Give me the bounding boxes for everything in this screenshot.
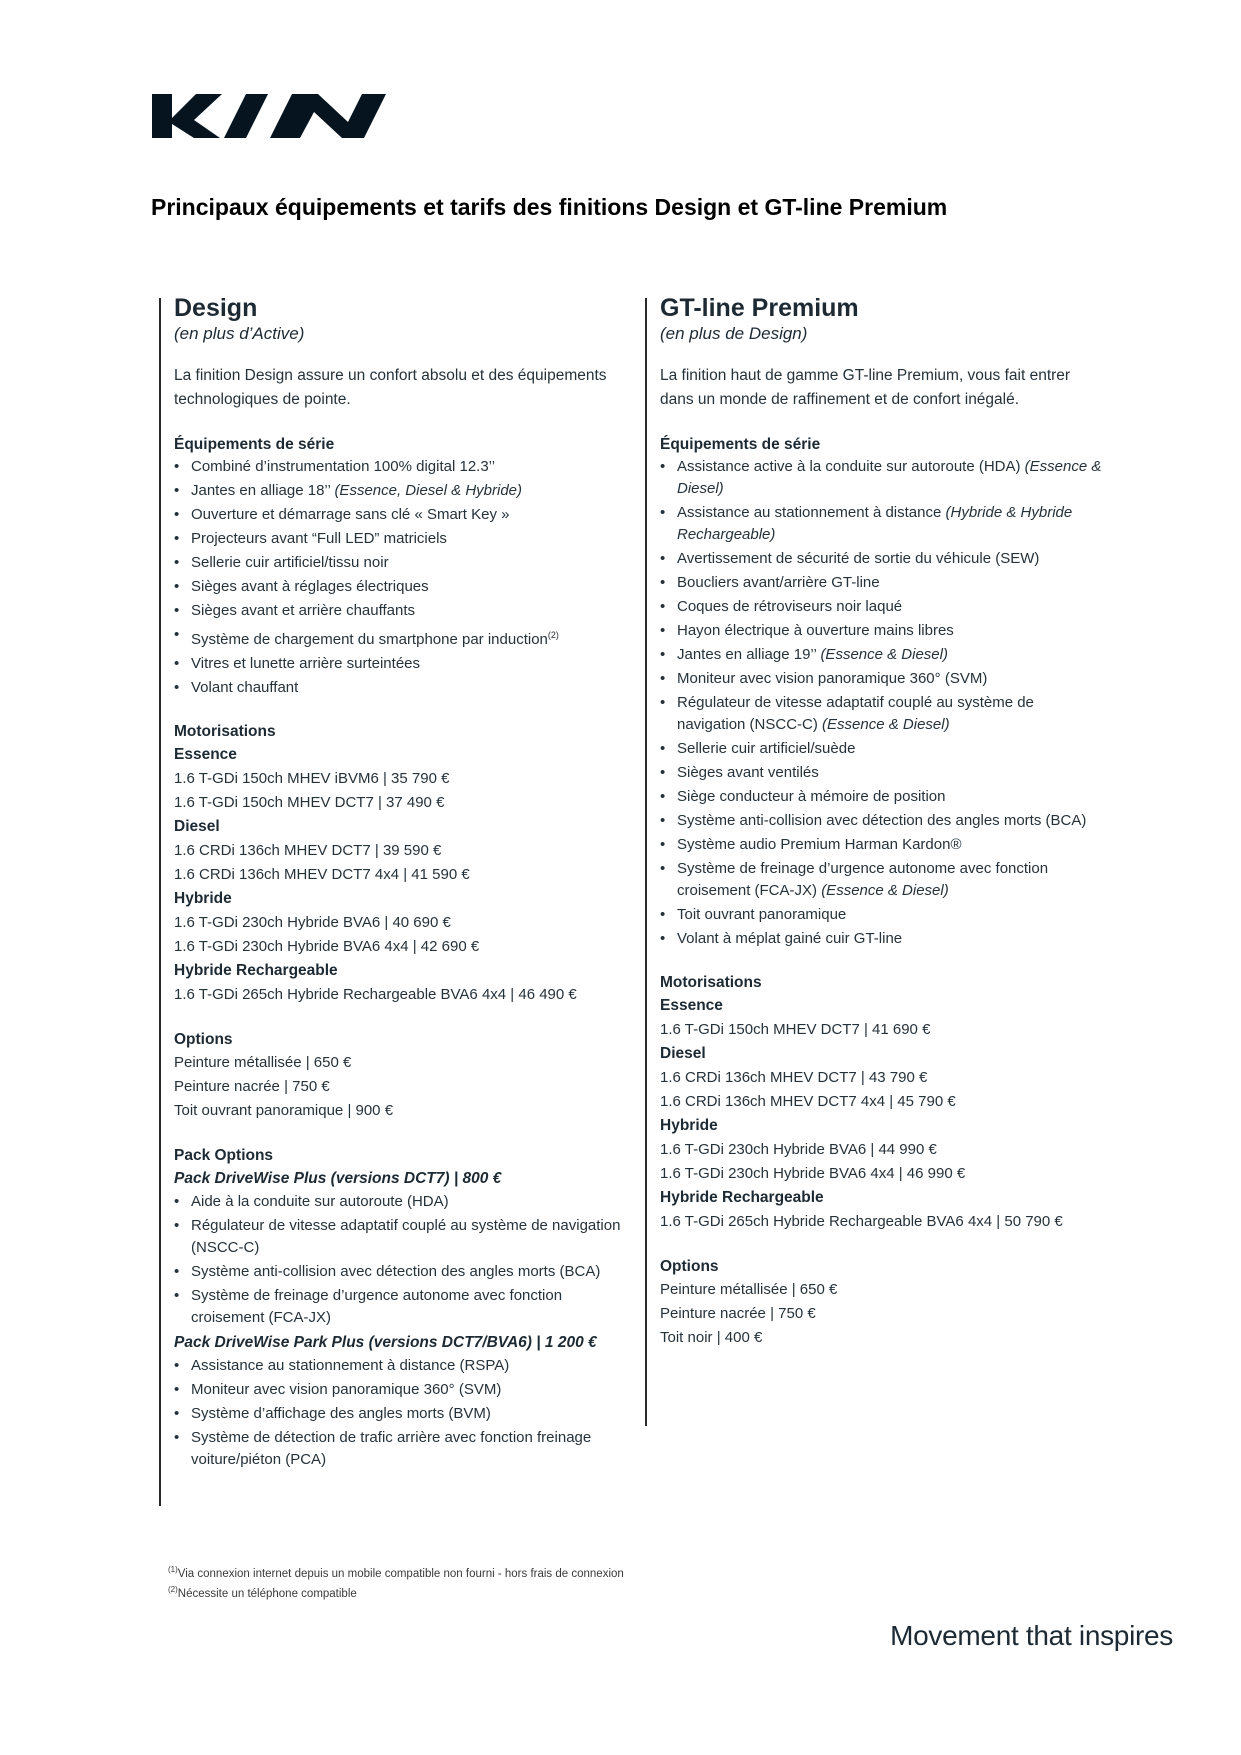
design-packs-heading: Pack Options — [174, 1147, 274, 1164]
list-item: • Projecteurs avant “Full LED” matriciels — [174, 528, 629, 550]
option-item: Toit ouvrant panoramique | 900 € — [174, 1102, 394, 1119]
footnotes — [168, 1562, 624, 1602]
motor-group-heading: Essence — [660, 997, 723, 1014]
motor-group-heading: Hybride — [660, 1117, 718, 1134]
motor-item: 1.6 T-GDi 265ch Hybride Rechargeable BVA6 4x4 | 46 490 € — [174, 986, 577, 1003]
list-item: • Système de freinage d’urgence autonome avec fonction croisement (FCA-JX) — [174, 1285, 629, 1329]
option-item: Toit noir | 400 € — [660, 1329, 763, 1346]
option-item: Peinture métallisée | 650 € — [174, 1054, 352, 1071]
list-item: • Moniteur avec vision panoramique 360° (SVM) — [660, 668, 1105, 690]
gtline-motor-heading: Motorisations — [660, 974, 762, 991]
list-item: • Régulateur de vitesse adaptatif couplé au système de navigation (NSCC-C) — [174, 1215, 629, 1259]
list-item: • Régulateur de vitesse adaptatif couplé au système de navigation (NSCC-C) (Essence & Diesel) — [660, 692, 1105, 736]
list-item: • Assistance au stationnement à distance (Hybride & Hybride Rechargeable) — [660, 502, 1105, 546]
gtline-column — [645, 294, 1105, 1426]
gtline-equipment-heading: Équipements de série — [660, 436, 821, 453]
motor-item: 1.6 T-GDi 150ch MHEV DCT7 | 41 690 € — [660, 1021, 931, 1038]
design-intro: La finition Design assure un confort absolu et des équipements technologiques de pointe. — [174, 367, 607, 408]
list-item: • Système de freinage d’urgence autonome avec fonction croisement (FCA-JX) (Essence & Diesel) — [660, 858, 1105, 902]
list-item: • Coques de rétroviseurs noir laqué — [660, 596, 1105, 618]
list-item: • Ouverture et démarrage sans clé « Smart Key » — [174, 504, 629, 526]
list-item: • Boucliers avant/arrière GT-line — [660, 572, 1105, 594]
list-item: • Vitres et lunette arrière surteintées — [174, 653, 629, 675]
gtline-options-heading: Options — [660, 1258, 719, 1275]
footnote: $^{(2)}$Nécessite un téléphone compatible — [168, 1584, 357, 1600]
pack-title: Pack DriveWise Park Plus (versions DCT7/BVA6) | 1 200 € — [174, 1334, 597, 1351]
design-motor-heading: Motorisations — [174, 723, 276, 740]
list-item: • Assistance active à la conduite sur autoroute (HDA) (Essence & Diesel) — [660, 456, 1105, 500]
list-item: • Volant à méplat gainé cuir GT-line — [660, 928, 1105, 950]
design-equipment-list — [174, 456, 629, 699]
list-item: • Système de détection de trafic arrière avec fonction freinage voiture/piéton (PCA) — [174, 1427, 629, 1471]
document-title: Principaux équipements et tarifs des finitions Design et GT-line Premium — [151, 194, 948, 220]
list-item: • Toit ouvrant panoramique — [660, 904, 1105, 926]
list-item: • Système d’affichage des angles morts (BVM) — [174, 1403, 629, 1425]
list-item: • Système anti-collision avec détection des angles morts (BCA) — [174, 1261, 629, 1283]
design-title: Design — [174, 294, 258, 322]
motor-group-heading: Hybride Rechargeable — [660, 1189, 824, 1206]
list-item: • Avertissement de sécurité de sortie du véhicule (SEW) — [660, 548, 1105, 570]
list-item: • Sellerie cuir artificiel/suède — [660, 738, 1105, 760]
motor-item: 1.6 T-GDi 230ch Hybride BVA6 4x4 | 46 990 € — [660, 1165, 966, 1182]
design-subtitle: (en plus d’Active) — [174, 324, 305, 343]
design-column — [159, 294, 629, 1506]
motor-group-heading: Essence — [174, 746, 237, 763]
gtline-equipment-list — [660, 456, 1105, 950]
design-options-heading: Options — [174, 1031, 233, 1048]
design-equipment-heading: Équipements de série — [174, 436, 335, 453]
gtline-subtitle: (en plus de Design) — [660, 324, 808, 343]
motor-group-heading: Diesel — [174, 818, 220, 835]
option-item: Peinture nacrée | 750 € — [660, 1305, 816, 1322]
gtline-title: GT-line Premium — [660, 294, 859, 322]
list-item: • Sièges avant à réglages électriques — [174, 576, 629, 598]
motor-item: 1.6 T-GDi 230ch Hybride BVA6 4x4 | 42 690 € — [174, 938, 480, 955]
motor-item: 1.6 T-GDi 150ch MHEV iBVM6 | 35 790 € — [174, 770, 450, 787]
list-item: • Sièges avant ventilés — [660, 762, 1105, 784]
motor-item: 1.6 T-GDi 230ch Hybride BVA6 | 44 990 € — [660, 1141, 937, 1158]
list-item: • Assistance au stationnement à distance (RSPA) — [174, 1355, 629, 1377]
motor-item: 1.6 CRDi 136ch MHEV DCT7 4x4 | 45 790 € — [660, 1093, 956, 1110]
motor-item: 1.6 CRDi 136ch MHEV DCT7 | 43 790 € — [660, 1069, 928, 1086]
list-item: • Sellerie cuir artificiel/tissu noir — [174, 552, 629, 574]
list-item: • Système audio Premium Harman Kardon® — [660, 834, 1105, 856]
pack-list — [174, 1191, 629, 1329]
list-item: • Moniteur avec vision panoramique 360° (SVM) — [174, 1379, 629, 1401]
footnote: $^{(1)}$Via connexion internet depuis un mobile compatible non fourni - hors frais de connexion — [168, 1565, 624, 1580]
motor-item: 1.6 T-GDi 265ch Hybride Rechargeable BVA6 4x4 | 50 790 € — [660, 1213, 1063, 1230]
motor-item: 1.6 T-GDi 150ch MHEV DCT7 | 37 490 € — [174, 794, 445, 811]
kia-logo — [150, 80, 395, 140]
motor-item: 1.6 CRDi 136ch MHEV DCT7 | 39 590 € — [174, 842, 442, 859]
list-item: • Système anti-collision avec détection des angles morts (BCA) — [660, 810, 1105, 832]
list-item: • Jantes en alliage 19’’ (Essence & Diesel) — [660, 644, 1105, 666]
option-item: Peinture métallisée | 650 € — [660, 1281, 838, 1298]
motor-item: 1.6 CRDi 136ch MHEV DCT7 4x4 | 41 590 € — [174, 866, 470, 883]
motor-group-heading: Hybride Rechargeable — [174, 962, 338, 979]
list-item: • Volant chauffant — [174, 677, 629, 699]
list-item: • Hayon électrique à ouverture mains libres — [660, 620, 1105, 642]
list-item: • Sièges avant et arrière chauffants — [174, 600, 629, 622]
motor-group-heading: Diesel — [660, 1045, 706, 1062]
pack-list — [174, 1355, 629, 1471]
motor-group-heading: Hybride — [174, 890, 232, 907]
list-item: • Combiné d’instrumentation 100% digital 12.3’’ — [174, 456, 629, 478]
option-item: Peinture nacrée | 750 € — [174, 1078, 330, 1095]
brand-tagline: Movement that inspires — [890, 1620, 1173, 1651]
list-item: • Système de chargement du smartphone par induction$^{(2)}$ — [174, 624, 629, 651]
gtline-intro: La finition haut de gamme GT-line Premium, vous fait entrer dans un monde de raffinement et de confort inégalé. — [660, 367, 1071, 408]
list-item: • Siège conducteur à mémoire de position — [660, 786, 1105, 808]
pack-title: Pack DriveWise Plus (versions DCT7) | 800 € — [174, 1170, 502, 1187]
list-item: • Aide à la conduite sur autoroute (HDA) — [174, 1191, 629, 1213]
list-item: • Jantes en alliage 18’’ (Essence, Diesel & Hybride) — [174, 480, 629, 502]
motor-item: 1.6 T-GDi 230ch Hybride BVA6 | 40 690 € — [174, 914, 451, 931]
